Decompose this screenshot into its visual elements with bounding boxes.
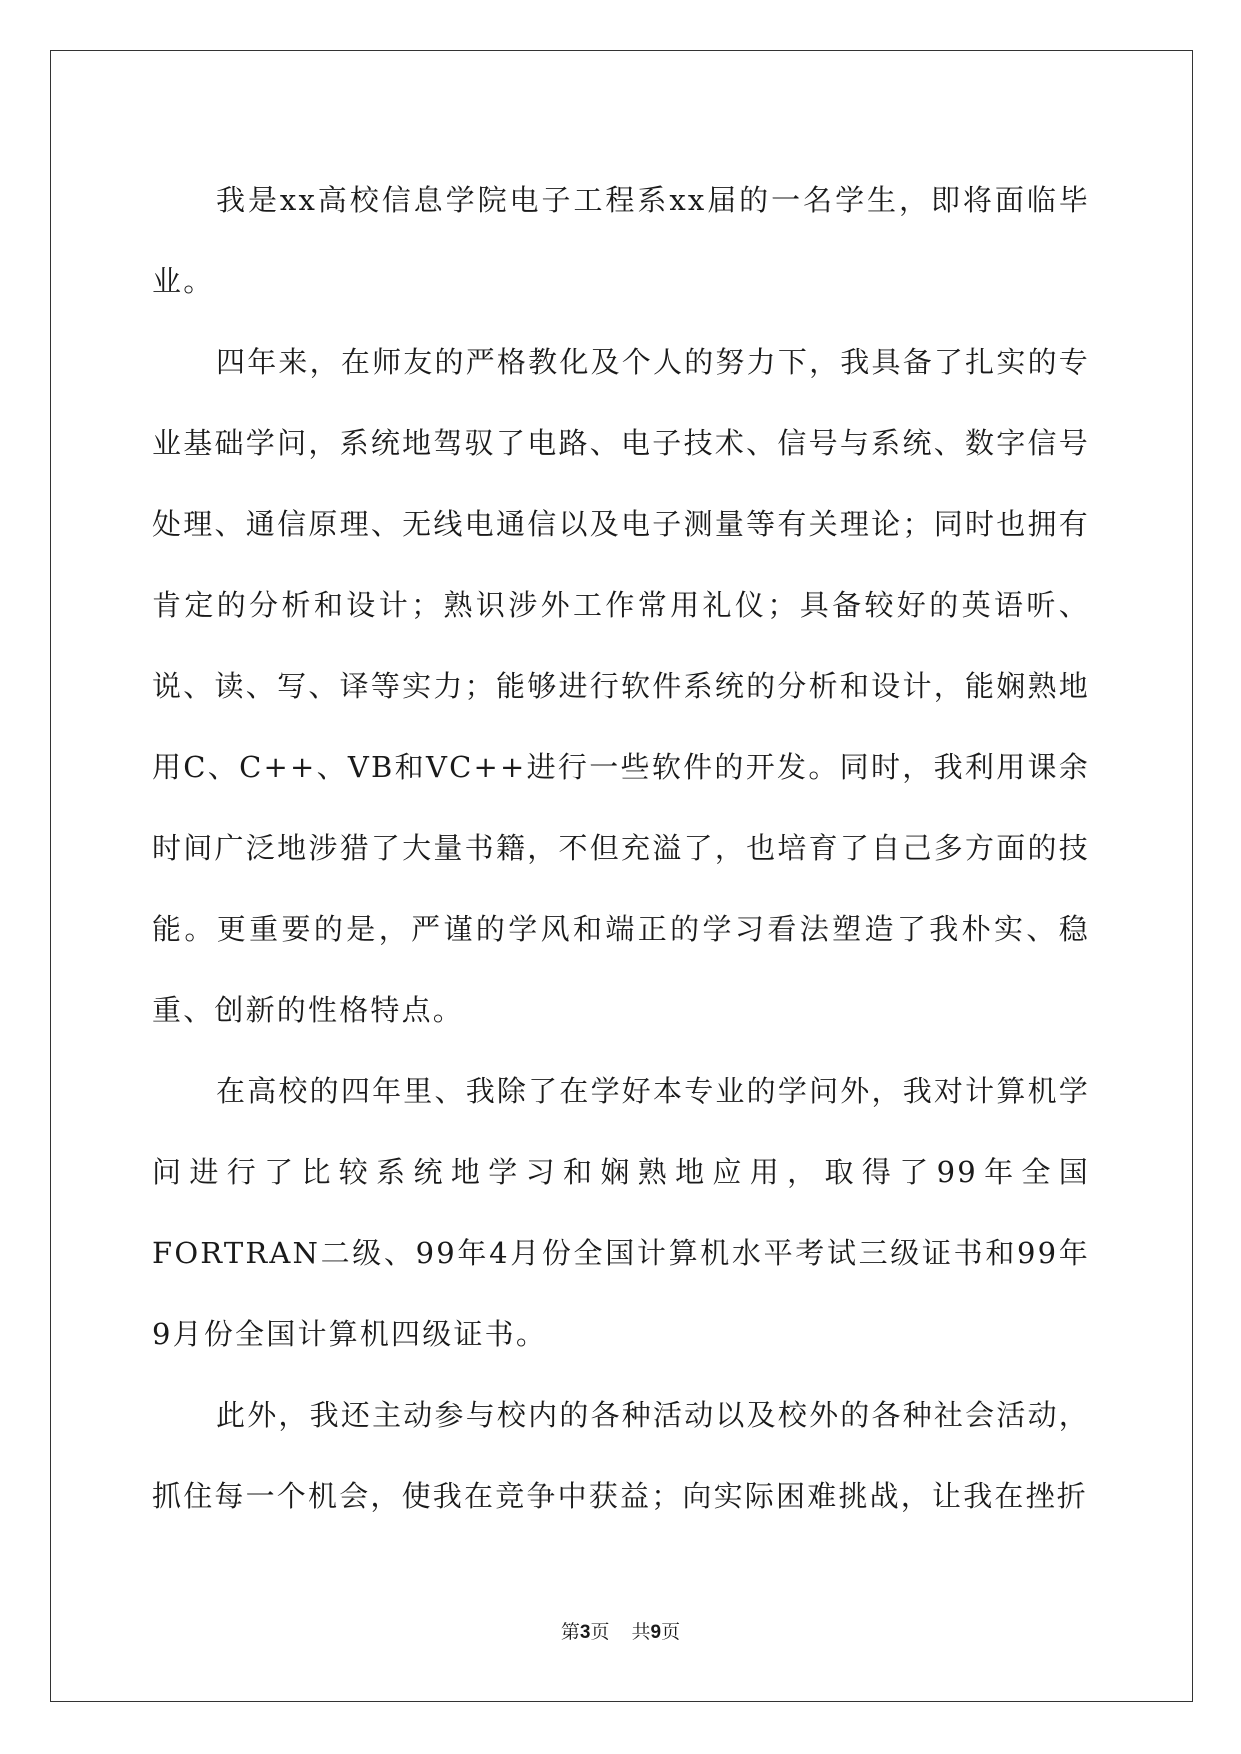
document-body xyxy=(152,160,1090,1537)
total-prefix: 共 xyxy=(631,1621,651,1643)
page-number: 3 xyxy=(579,1622,591,1643)
page-prefix: 第 xyxy=(560,1621,580,1643)
total-pages: 9 xyxy=(650,1622,662,1643)
paragraph-1: 我是xx高校信息学院电子工程系xx届的一名学生，即将面临毕业。 xyxy=(152,183,1090,298)
paragraph-2: 四年来，在师友的严格教化及个人的努力下，我具备了扎实的专业基础学问，系统地驾驭了电路、电子技术、信号与系统、数字信号处理、通信原理、无线电通信以及电子测量等有关理论；同时也拥有肯定的分析和设计；熟识涉外工作常用礼仪；具备较好的英语听、说、读、写、译等实力；能够进行软件系统的分析和设计，能娴熟地用C、C++、VB和VC++进行一些软件的开发。同时，我利用课余时间广泛地涉猎了大量书籍，不但充溢了，也培育了自己多方面的技能。更重要的是，严谨的学风和端正的学习看法塑造了我朴实、稳重、创新的性格特点。 xyxy=(152,345,1090,1027)
page-footer xyxy=(0,1620,1241,1645)
paragraph-4: 此外，我还主动参与校内的各种活动以及校外的各种社会活动，抓住每一个机会，使我在竞争中获益；向实际困难挑战，让我在挫折 xyxy=(152,1398,1090,1513)
page-suffix: 页 xyxy=(590,1621,610,1643)
total-suffix: 页 xyxy=(661,1621,681,1643)
paragraph-3: 在高校的四年里、我除了在学好本专业的学问外，我对计算机学问进行了比较系统地学习和娴熟地应用，取得了99年全国FORTRAN二级、99年4月份全国计算机水平考试三级证书和99年9月份全国计算机四级证书。 xyxy=(152,1074,1090,1351)
